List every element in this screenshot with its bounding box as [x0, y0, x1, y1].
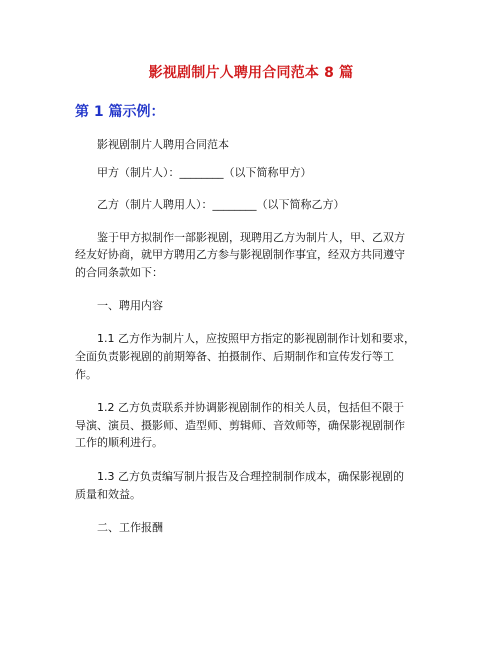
party-b-line: 乙方（制片人聘用人）：________（以下简称乙方） — [97, 198, 345, 211]
clause-1-2-line-3: 工作的顺利进行。 — [75, 436, 163, 449]
intro-line-3: 的合同条款如下： — [75, 266, 163, 279]
heading-employment: 一、聘用内容 — [97, 299, 163, 312]
clause-1-1-line-2: 全面负责影视剧的前期筹备、拍摄制作、后期制作和宣传发行等工 — [75, 350, 394, 363]
clause-1-1-line-3: 作。 — [75, 368, 97, 381]
document-title: 影视剧制片人聘用合同范本 8 篇 — [148, 65, 354, 81]
contract-title-line: 影视剧制片人聘用合同范本 — [97, 138, 229, 151]
clause-1-3-line-1: 1.3 乙方负责编写制片报告及合理控制制作成本，确保影视剧的 — [97, 470, 404, 483]
clause-1-2-line-1: 1.2 乙方负责联系并协调影视剧制作的相关人员，包括但不限于 — [97, 401, 404, 414]
party-a-line: 甲方（制片人）：________（以下简称甲方） — [97, 166, 312, 179]
clause-1-3-line-2: 质量和效益。 — [75, 488, 141, 501]
clause-1-1-line-1: 1.1 乙方作为制片人，应按照甲方指定的影视剧制作计划和要求， — [97, 332, 415, 345]
intro-line-1: 鉴于甲方拟制作一部影视剧，现聘用乙方为制片人，甲、乙双方 — [97, 231, 405, 244]
heading-salary: 二、工作报酬 — [97, 521, 163, 534]
clause-1-2-line-2: 导演、演员、摄影师、造型师、剪辑师、音效师等，确保影视剧制作 — [75, 419, 405, 432]
intro-line-2: 经友好协商，就甲方聘用乙方参与影视剧制作事宜，经双方共同遵守 — [75, 248, 405, 261]
section-heading: 第 1 篇示例： — [75, 104, 165, 120]
